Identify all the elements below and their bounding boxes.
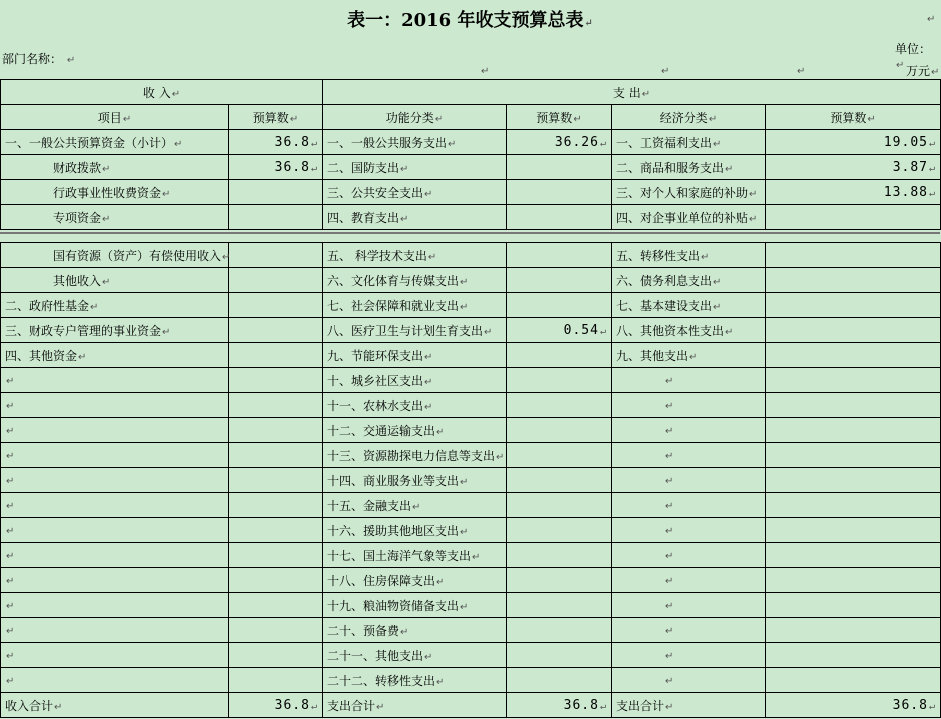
economic-budget-cell xyxy=(766,243,941,268)
paragraph-mark-icon: ↵ xyxy=(102,213,111,225)
economic-class-cell xyxy=(612,418,766,443)
column-header-economic: 经济分类↵ xyxy=(612,105,766,130)
income-budget-cell xyxy=(229,468,323,493)
paragraph-mark-icon: ↵ xyxy=(6,651,15,662)
table-row xyxy=(1,443,941,468)
function-budget-cell xyxy=(507,518,612,543)
function-budget-cell xyxy=(507,243,612,268)
function-class-cell: 七、社会保障和就业支出↵ xyxy=(323,293,507,318)
paragraph-mark-icon: ↵ xyxy=(599,700,607,712)
paragraph-mark-icon: ↵ xyxy=(66,55,76,66)
economic-class-cell xyxy=(612,668,766,693)
paragraph-mark-icon: ↵ xyxy=(424,188,433,200)
paragraph-mark-icon: ↵ xyxy=(6,601,15,612)
function-class-cell: 十、城乡社区支出↵ xyxy=(323,368,507,393)
paragraph-mark-icon: ↵ xyxy=(78,351,87,363)
function-budget-cell xyxy=(507,155,612,180)
paragraph-mark-icon: ↵ xyxy=(6,626,15,637)
economic-budget-cell xyxy=(766,268,941,293)
table-row xyxy=(1,543,941,568)
column-header-function: 功能分类↵ xyxy=(323,105,507,130)
paragraph-mark-icon: ↵ xyxy=(713,138,722,150)
income-item-cell xyxy=(1,493,229,518)
paragraph-mark-icon: ↵ xyxy=(929,137,937,149)
income-item-cell: 一、一般公共预算资金（小计）↵ xyxy=(1,130,229,155)
function-class-cell: 十五、金融支出↵ xyxy=(323,493,507,518)
budget-table-top xyxy=(0,79,941,230)
function-budget-cell xyxy=(507,568,612,593)
income-item-cell xyxy=(1,668,229,693)
paragraph-mark-icon: ↵ xyxy=(484,326,493,338)
budget-table-bottom xyxy=(0,242,941,718)
paragraph-mark-icon: ↵ xyxy=(6,501,15,512)
income-item-cell: 四、其他资金↵ xyxy=(1,343,229,368)
paragraph-mark-icon: ↵ xyxy=(400,213,409,225)
economic-budget-cell xyxy=(766,668,941,693)
function-class-cell: 十二、交通运输支出↵ xyxy=(323,418,507,443)
department-label: 部门名称： ↵ xyxy=(2,52,76,66)
table-row xyxy=(1,418,941,443)
income-budget-cell xyxy=(229,393,323,418)
paragraph-mark-icon: ↵ xyxy=(665,651,674,662)
table-row xyxy=(1,368,941,393)
function-class-cell: 十七、国土海洋气象等支出↵ xyxy=(323,543,507,568)
unit-value: 万元↵ xyxy=(906,64,940,78)
function-class-cell: 十六、援助其他地区支出↵ xyxy=(323,518,507,543)
paragraph-mark-icon: ↵ xyxy=(222,251,231,263)
economic-class-cell xyxy=(612,368,766,393)
paragraph-mark-icon: ↵ xyxy=(400,626,409,638)
paragraph-mark-icon: ↵ xyxy=(725,163,734,175)
paragraph-mark-icon: ↵ xyxy=(701,251,710,263)
income-budget-cell xyxy=(229,643,323,668)
economic-budget-cell xyxy=(766,318,941,343)
income-item-cell: 行政事业性收费资金↵ xyxy=(1,180,229,205)
income-budget-cell xyxy=(229,593,323,618)
column-header-economic-budget: 预算数↵ xyxy=(766,105,941,130)
paragraph-mark-icon: ↵ xyxy=(102,163,111,175)
table-row xyxy=(1,393,941,418)
paragraph-mark-icon: ↵ xyxy=(661,66,670,77)
paragraph-mark-icon: ↵ xyxy=(797,66,806,77)
function-class-cell: 一、一般公共服务支出↵ xyxy=(323,130,507,155)
function-budget-cell xyxy=(507,268,612,293)
income-budget-cell xyxy=(229,668,323,693)
economic-class-cell: 六、债务利息支出↵ xyxy=(612,268,766,293)
function-budget-cell xyxy=(507,643,612,668)
paragraph-mark-icon: ↵ xyxy=(448,138,457,150)
income-budget-cell xyxy=(229,180,323,205)
income-budget-cell xyxy=(229,543,323,568)
function-class-cell: 十一、农林水支出↵ xyxy=(323,393,507,418)
function-budget-cell: 36.26↵ xyxy=(507,130,612,155)
economic-class-cell: 一、工资福利支出↵ xyxy=(612,130,766,155)
paragraph-mark-icon: ↵ xyxy=(689,351,698,363)
economic-total-value: 36.8↵ xyxy=(766,693,941,718)
paragraph-mark-icon: ↵ xyxy=(400,163,409,175)
economic-class-cell: 三、对个人和家庭的补助↵ xyxy=(612,180,766,205)
paragraph-mark-icon: ↵ xyxy=(896,60,905,71)
table-row xyxy=(1,343,941,368)
paragraph-mark-icon: ↵ xyxy=(460,276,469,288)
paragraph-mark-icon: ↵ xyxy=(427,251,437,263)
table-row xyxy=(1,180,941,205)
function-budget-cell xyxy=(507,593,612,618)
paragraph-mark-icon: ↵ xyxy=(424,401,433,413)
economic-class-cell: 五、转移性支出↵ xyxy=(612,243,766,268)
income-item-cell: 其他收入↵ xyxy=(1,268,229,293)
economic-budget-cell xyxy=(766,543,941,568)
function-budget-cell xyxy=(507,668,612,693)
paragraph-mark-icon: ↵ xyxy=(496,451,505,463)
function-budget-cell xyxy=(507,468,612,493)
function-class-cell: 四、教育支出↵ xyxy=(323,205,507,230)
income-budget-cell xyxy=(229,443,323,468)
paragraph-mark-icon: ↵ xyxy=(665,626,674,637)
paragraph-mark-icon: ↵ xyxy=(6,526,15,537)
paragraph-mark-icon: ↵ xyxy=(665,451,674,462)
table-row xyxy=(1,668,941,693)
paragraph-mark-icon: ↵ xyxy=(665,401,674,412)
function-class-cell: 九、节能环保支出↵ xyxy=(323,343,507,368)
economic-class-cell: 九、其他支出↵ xyxy=(612,343,766,368)
table-row xyxy=(1,293,941,318)
table-row xyxy=(1,155,941,180)
paragraph-mark-icon: ↵ xyxy=(665,526,674,537)
paragraph-mark-icon: ↵ xyxy=(725,326,734,338)
paragraph-mark-icon: ↵ xyxy=(90,301,99,313)
economic-class-cell xyxy=(612,618,766,643)
table-row xyxy=(1,643,941,668)
totals-row xyxy=(1,693,941,718)
economic-budget-cell xyxy=(766,618,941,643)
economic-budget-cell xyxy=(766,418,941,443)
paragraph-mark-icon: ↵ xyxy=(412,501,421,513)
paragraph-mark-icon: ↵ xyxy=(665,476,674,487)
paragraph-mark-icon: ↵ xyxy=(665,701,674,713)
economic-budget-cell xyxy=(766,205,941,230)
paragraph-mark-icon: ↵ xyxy=(460,476,469,488)
income-item-cell xyxy=(1,368,229,393)
function-budget-cell xyxy=(507,493,612,518)
income-item-cell xyxy=(1,618,229,643)
paragraph-mark-icon: ↵ xyxy=(584,18,593,29)
column-header-item: 项目↵ xyxy=(1,105,229,130)
economic-class-cell: 四、对企事业单位的补贴↵ xyxy=(612,205,766,230)
income-total-value: 36.8↵ xyxy=(229,693,323,718)
paragraph-mark-icon: ↵ xyxy=(424,351,433,363)
income-item-cell xyxy=(1,418,229,443)
income-budget-cell xyxy=(229,568,323,593)
paragraph-mark-icon: ↵ xyxy=(102,276,111,288)
table-row xyxy=(1,518,941,543)
function-budget-cell xyxy=(507,343,612,368)
paragraph-mark-icon: ↵ xyxy=(599,325,607,337)
paragraph-mark-icon: ↵ xyxy=(310,700,318,712)
paragraph-mark-icon: ↵ xyxy=(929,162,937,174)
paragraph-mark-icon: ↵ xyxy=(931,67,940,78)
income-item-cell: 三、财政专户管理的事业资金↵ xyxy=(1,318,229,343)
income-budget-cell xyxy=(229,618,323,643)
income-budget-cell xyxy=(229,293,323,318)
income-item-cell: 国有资源（资产）有偿使用收入↵ xyxy=(1,243,229,268)
paragraph-mark-icon: ↵ xyxy=(749,213,758,225)
economic-budget-cell: 3.87↵ xyxy=(766,155,941,180)
paragraph-mark-icon: ↵ xyxy=(54,701,63,713)
income-total-label: 收入合计↵ xyxy=(1,693,229,718)
paragraph-mark-icon: ↵ xyxy=(927,14,936,25)
function-budget-cell xyxy=(507,205,612,230)
column-header-budget: 预算数↵ xyxy=(229,105,323,130)
paragraph-mark-icon: ↵ xyxy=(162,188,171,200)
paragraph-mark-icon: ↵ xyxy=(460,301,469,313)
income-budget-cell xyxy=(229,418,323,443)
economic-budget-cell xyxy=(766,643,941,668)
table-row xyxy=(1,493,941,518)
function-total-value: 36.8↵ xyxy=(507,693,612,718)
function-class-cell: 三、公共安全支出↵ xyxy=(323,180,507,205)
income-budget-cell xyxy=(229,368,323,393)
income-budget-cell xyxy=(229,518,323,543)
paragraph-mark-icon: ↵ xyxy=(376,701,385,713)
income-budget-cell: 36.8↵ xyxy=(229,130,323,155)
table-row xyxy=(1,205,941,230)
income-header: 收 入↵ xyxy=(1,80,323,105)
economic-class-cell: 二、商品和服务支出↵ xyxy=(612,155,766,180)
column-header-function-budget: 预算数↵ xyxy=(507,105,612,130)
function-budget-cell xyxy=(507,180,612,205)
paragraph-mark-icon: ↵ xyxy=(665,576,674,587)
function-budget-cell xyxy=(507,618,612,643)
function-class-cell: 十九、粮油物资储备支出↵ xyxy=(323,593,507,618)
income-budget-cell xyxy=(229,493,323,518)
function-budget-cell xyxy=(507,418,612,443)
income-item-cell xyxy=(1,543,229,568)
paragraph-mark-icon: ↵ xyxy=(436,426,445,438)
function-budget-cell xyxy=(507,393,612,418)
function-budget-cell xyxy=(507,293,612,318)
paragraph-mark-icon: ↵ xyxy=(6,676,15,687)
paragraph-mark-icon: ↵ xyxy=(665,426,674,437)
function-class-cell: 二十二、转移性支出↵ xyxy=(323,668,507,693)
economic-class-cell xyxy=(612,543,766,568)
paragraph-mark-icon: ↵ xyxy=(6,376,15,387)
income-item-cell: 专项资金↵ xyxy=(1,205,229,230)
economic-budget-cell: 13.88↵ xyxy=(766,180,941,205)
paragraph-mark-icon: ↵ xyxy=(713,301,722,313)
paragraph-mark-icon: ↵ xyxy=(928,700,936,712)
paragraph-mark-icon: ↵ xyxy=(424,651,433,663)
income-item-cell xyxy=(1,593,229,618)
paragraph-mark-icon: ↵ xyxy=(929,187,937,199)
economic-total-label: 支出合计↵ xyxy=(612,693,766,718)
economic-budget-cell xyxy=(766,443,941,468)
function-total-label: 支出合计↵ xyxy=(323,693,507,718)
economic-class-cell xyxy=(612,468,766,493)
economic-class-cell xyxy=(612,518,766,543)
function-class-cell: 五、 科学技术支出↵ xyxy=(323,243,507,268)
income-budget-cell xyxy=(229,243,323,268)
table-row xyxy=(1,618,941,643)
function-budget-cell xyxy=(507,443,612,468)
function-class-cell: 二十、预备费↵ xyxy=(323,618,507,643)
table-row xyxy=(1,318,941,343)
economic-class-cell xyxy=(612,443,766,468)
economic-budget-cell xyxy=(766,568,941,593)
paragraph-mark-icon: ↵ xyxy=(436,676,445,688)
function-class-cell: 二十一、其他支出↵ xyxy=(323,643,507,668)
table-row xyxy=(1,593,941,618)
paragraph-mark-icon: ↵ xyxy=(749,188,758,200)
function-budget-cell xyxy=(507,368,612,393)
function-class-cell: 十三、资源勘探电力信息等支出↵ xyxy=(323,443,507,468)
economic-class-cell xyxy=(612,493,766,518)
paragraph-mark-icon: ↵ xyxy=(310,137,318,149)
paragraph-mark-icon: ↵ xyxy=(436,576,445,588)
economic-class-cell xyxy=(612,393,766,418)
paragraph-mark-icon: ↵ xyxy=(6,401,15,412)
paragraph-mark-icon: ↵ xyxy=(665,676,674,687)
paragraph-mark-icon: ↵ xyxy=(6,426,15,437)
income-item-cell xyxy=(1,518,229,543)
income-item-cell xyxy=(1,468,229,493)
table-row xyxy=(1,468,941,493)
paragraph-mark-icon: ↵ xyxy=(665,551,674,562)
function-budget-cell: 0.54↵ xyxy=(507,318,612,343)
income-budget-cell xyxy=(229,343,323,368)
income-item-cell xyxy=(1,393,229,418)
paragraph-mark-icon: ↵ xyxy=(6,551,15,562)
economic-class-cell xyxy=(612,593,766,618)
unit-label: 单位：↵ xyxy=(895,42,932,71)
function-class-cell: 二、国防支出↵ xyxy=(323,155,507,180)
expense-header: 支 出↵ xyxy=(323,80,941,105)
function-class-cell: 十四、商业服务业等支出↵ xyxy=(323,468,507,493)
economic-budget-cell xyxy=(766,368,941,393)
paragraph-mark-icon: ↵ xyxy=(460,526,469,538)
paragraph-mark-icon: ↵ xyxy=(424,376,433,388)
income-item-cell xyxy=(1,443,229,468)
page-title: 表一：2016 年收支预算总表↵ xyxy=(347,10,593,31)
paragraph-mark-icon: ↵ xyxy=(599,137,607,149)
economic-budget-cell xyxy=(766,518,941,543)
paragraph-mark-icon: ↵ xyxy=(665,501,674,512)
income-item-cell: 财政拨款↵ xyxy=(1,155,229,180)
table-row xyxy=(1,568,941,593)
income-budget-cell xyxy=(229,318,323,343)
paragraph-mark-icon: ↵ xyxy=(310,162,318,174)
economic-budget-cell xyxy=(766,468,941,493)
function-class-cell: 十八、住房保障支出↵ xyxy=(323,568,507,593)
income-item-cell: 二、政府性基金↵ xyxy=(1,293,229,318)
paragraph-mark-icon: ↵ xyxy=(162,326,171,338)
income-item-cell xyxy=(1,643,229,668)
economic-budget-cell xyxy=(766,343,941,368)
table-row xyxy=(1,130,941,155)
economic-budget-cell xyxy=(766,593,941,618)
function-class-cell: 六、文化体育与传媒支出↵ xyxy=(323,268,507,293)
economic-budget-cell xyxy=(766,493,941,518)
economic-class-cell: 八、其他资本性支出↵ xyxy=(612,318,766,343)
paragraph-mark-icon: ↵ xyxy=(6,451,15,462)
function-budget-cell xyxy=(507,543,612,568)
paragraph-mark-icon: ↵ xyxy=(713,276,722,288)
function-class-cell: 八、医疗卫生与计划生育支出↵ xyxy=(323,318,507,343)
income-item-cell xyxy=(1,568,229,593)
paragraph-mark-icon: ↵ xyxy=(6,476,15,487)
economic-class-cell xyxy=(612,643,766,668)
table-row xyxy=(1,243,941,268)
economic-budget-cell xyxy=(766,393,941,418)
paragraph-mark-icon: ↵ xyxy=(665,601,674,612)
economic-class-cell: 七、基本建设支出↵ xyxy=(612,293,766,318)
economic-class-cell xyxy=(612,568,766,593)
income-budget-cell xyxy=(229,268,323,293)
income-budget-cell: 36.8↵ xyxy=(229,155,323,180)
paragraph-mark-icon: ↵ xyxy=(174,138,183,150)
table-row xyxy=(1,268,941,293)
paragraph-mark-icon: ↵ xyxy=(481,66,490,77)
paragraph-mark-icon: ↵ xyxy=(665,376,674,387)
income-budget-cell xyxy=(229,205,323,230)
paragraph-mark-icon: ↵ xyxy=(6,576,15,587)
paragraph-mark-icon: ↵ xyxy=(472,551,481,563)
paragraph-mark-icon: ↵ xyxy=(460,601,469,613)
economic-budget-cell xyxy=(766,293,941,318)
economic-budget-cell: 19.05↵ xyxy=(766,130,941,155)
